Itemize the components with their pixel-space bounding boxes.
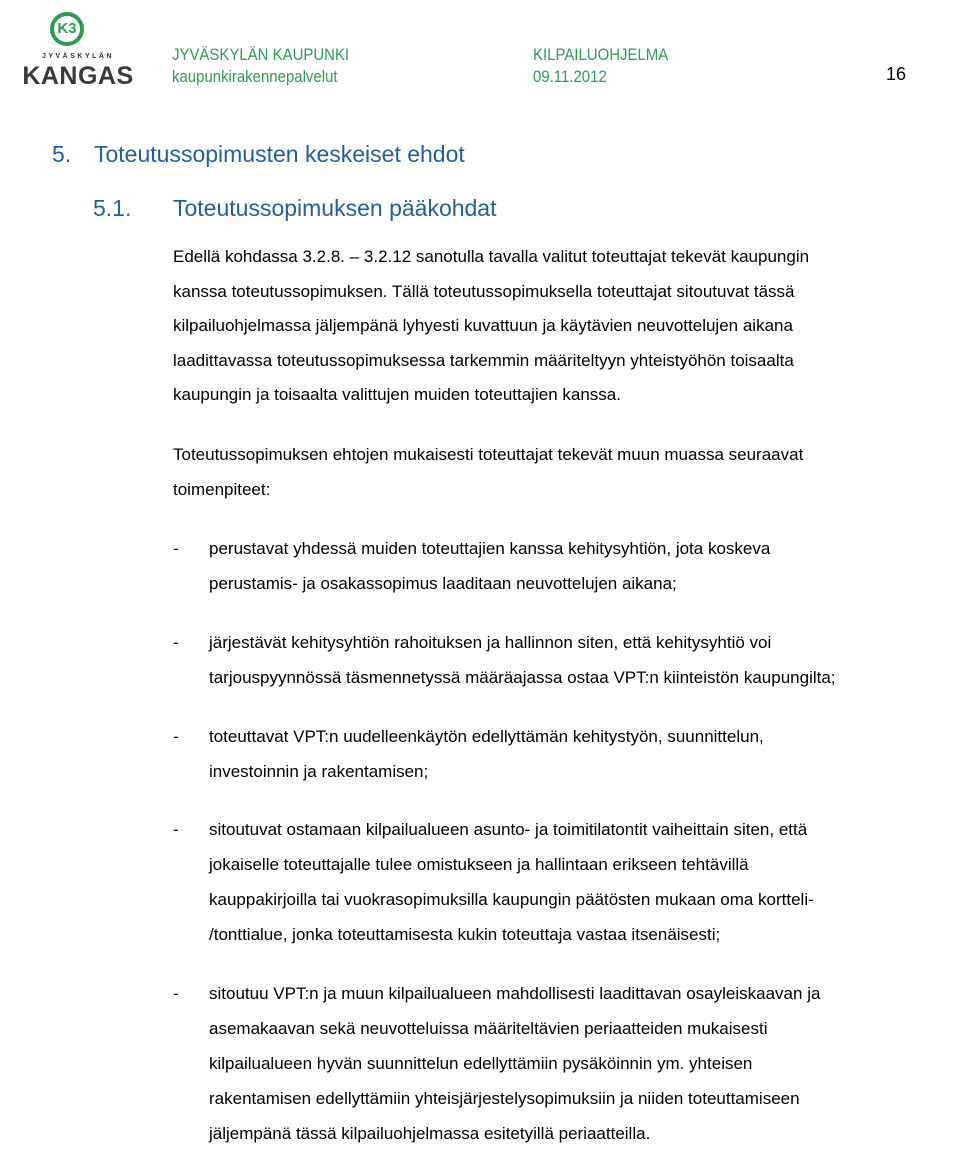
paragraph-measures [173,438,803,507]
list-item-text [209,719,764,789]
header-org: JYVÄSKYLÄN KAUPUNKI [172,45,350,64]
subsection-title: Toteutussopimuksen pääkohdat [173,195,497,221]
subsection-number: 5.1. [93,195,132,221]
list-line: asemakaavan sekä neuvotteluissa määriteltävien periaatteiden mukaisesti [209,1019,768,1038]
logo-symbol: K3 [57,20,77,37]
section-number: 5. [52,141,72,167]
list-dash: - [173,633,179,652]
list-dash: - [173,727,179,746]
list-item-text [209,812,814,952]
paragraph-line: kanssa toteutussopimuksen. Tällä toteutussopimuksella toteuttajat sitoutuvat tässä [173,281,795,301]
paragraph-line: Edellä kohdassa 3.2.8. – 3.2.12 sanotulla tavalla valitut toteuttajat tekevät kaupungin [173,247,810,266]
list-line: tarjouspyynnössä täsmennetyssä määräajassa ostaa VPT:n kiinteistön kaupungilta; [209,668,836,687]
list-line: jokaiselle toteuttajalle tulee omistukseen ja hallintaan erikseen tehtävillä [209,855,749,874]
logo [22,10,134,92]
list-line: rakentamisen edellyttämiin yhteisjärjestelysopimuksiin ja niiden toteuttamiseen [209,1089,800,1108]
list-item-text [209,976,820,1151]
page-header [0,0,960,100]
page-number: 16 [886,64,907,84]
list-line: investoinnin ja rakentamisen; [209,762,429,781]
header-date: 09.11.2012 [533,67,607,86]
list-line: toteuttavat VPT:n uudelleenkäytön edellyttämän kehitystyön, suunnittelun, [209,727,764,746]
section-heading [52,141,465,168]
list-line: /tonttialue, jonka toteuttamisesta kukin toteuttaja vastaa itsenäisesti; [209,925,721,944]
paragraph-line: toimenpiteet: [173,479,271,499]
paragraph-line: Toteutussopimuksen ehtojen mukaisesti toteuttajat tekevät muun muassa seuraavat [173,445,804,464]
paragraph-line: kaupungin ja toisaalta valittujen muiden toteuttajien kanssa. [173,385,621,404]
list-item-text [209,531,770,601]
list-line: perustavat yhdessä muiden toteuttajien kanssa kehitysyhtiön, jota koskeva [209,539,771,558]
logo-top-text: JYVÄSKYLÄN [41,53,115,60]
list-item-text [209,625,836,695]
paragraph-line: laadittavassa toteutussopimuksessa tarkemmin määriteltyyn yhteistyöhön toisaalta [173,350,794,370]
logo-main-text: KANGAS [22,62,134,90]
list-line: kilpailualueen hyvän suunnittelun edellyttämiin pysäköinnin ym. yhteisen [209,1054,753,1073]
list-dash: - [173,539,179,558]
list-line: kauppakirjoilla tai vuokrasopimuksilla kaupungin päätösten mukaan oma kortteli- [209,890,814,909]
list-dash: - [173,984,179,1003]
paragraph-intro [173,240,809,413]
paragraph-line: kilpailuohjelmassa jäljempänä lyhyesti kuvattuun ja käytävien neuvottelujen aikana [173,316,793,335]
section-title: Toteutussopimusten keskeiset ehdot [94,141,465,167]
logo-emblem-icon [50,12,84,46]
header-dept: kaupunkirakennepalvelut [172,67,338,86]
header-doc-title: KILPAILUOHJELMA [533,45,669,64]
list-line: sitoutuu VPT:n ja muun kilpailualueen mahdollisesti laadittavan osayleiskaavan ja [209,984,821,1003]
list-dash: - [173,820,179,839]
list-line: sitoutuvat ostamaan kilpailualueen asunto- ja toimitilatontit vaiheittain siten, että [209,820,808,839]
subsection-heading [93,195,497,222]
list-line: perustamis- ja osakassopimus laaditaan neuvottelujen aikana; [209,574,677,593]
list-line: jäljempänä tässä kilpailuohjelmassa esitetyillä periaatteilla. [209,1124,651,1143]
list-line: järjestävät kehitysyhtiön rahoituksen ja hallinnon siten, että kehitysyhtiö voi [209,633,772,652]
